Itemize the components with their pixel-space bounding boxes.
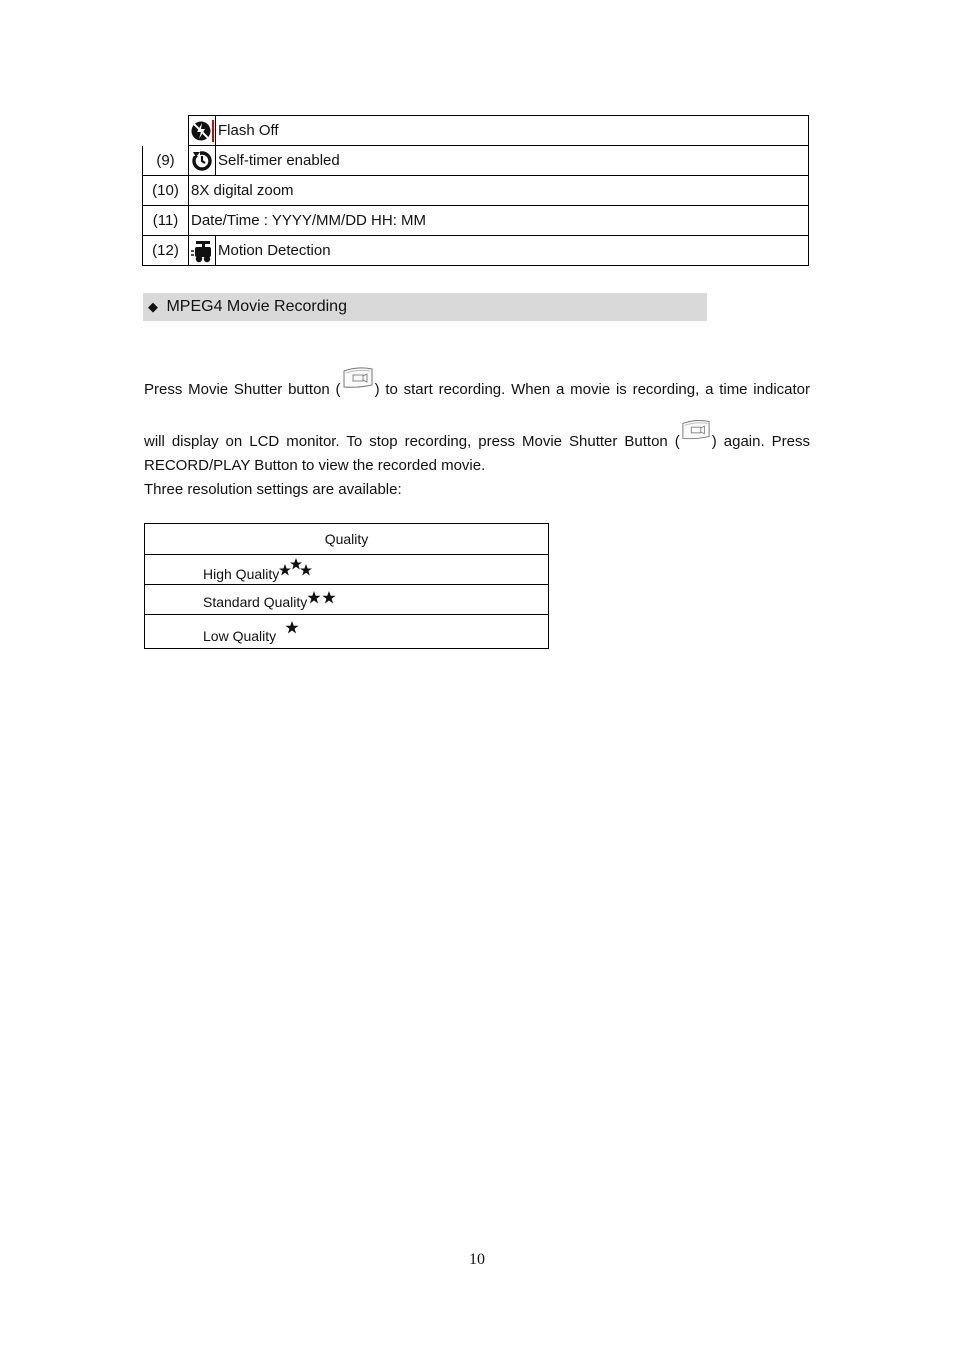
table-row [145,615,549,649]
movie-shutter-button-icon [342,366,374,394]
diamond-bullet-icon: ◆ [148,299,158,314]
row-number: (11) [143,206,189,236]
quality-cell [145,585,549,615]
motion-detection-icon [189,236,216,266]
section-heading [143,293,707,321]
quality-label: High Quality [203,565,280,582]
paragraph-line: RECORD/PLAY Button to view the recorded movie. [144,457,486,474]
table-row [143,176,809,206]
movie-shutter-button-icon [681,418,711,446]
row-label: Flash Off [216,116,809,146]
row-number: (10) [143,176,189,206]
row-label: 8X digital zoom [189,176,809,206]
paragraph-line [144,418,810,450]
table-row [143,146,809,176]
self-timer-icon [189,146,216,176]
star-icon [307,590,337,609]
paragraph-line [144,366,810,398]
row-label: Motion Detection [216,236,809,266]
row-number [143,116,189,146]
table-row [145,555,549,585]
section-title: MPEG4 Movie Recording [166,298,347,315]
row-number: (12) [143,236,189,266]
quality-table [144,523,549,649]
table-row [143,236,809,266]
star-icon [279,558,313,581]
text-span: Press Movie Shutter button ( [144,381,341,398]
table-row [145,585,549,615]
row-number: (9) [143,146,189,176]
star-icon [284,620,300,639]
quality-header: Quality [145,524,549,555]
quality-cell [145,615,549,649]
row-label: Self-timer enabled [216,146,809,176]
flash-off-icon [189,116,216,146]
table-row [143,116,809,146]
table-row [143,206,809,236]
quality-cell [145,555,549,585]
page-number: 10 [469,1251,485,1268]
text-span: ) to start recording. When a movie is recording, a time indicator [374,381,811,398]
body-paragraph [144,352,810,502]
row-label: Date/Time : YYYY/MM/DD HH: MM [189,206,809,236]
quality-label: Low Quality [203,627,277,644]
text-span: ) again. Press [711,433,810,450]
quality-label: Standard Quality [203,593,308,610]
icon-legend-table [142,115,809,266]
table-header-row [145,524,549,555]
paragraph-line: Three resolution settings are available: [144,481,402,498]
text-span: will display on LCD monitor. To stop recording, press Movie Shutter Button ( [144,433,680,450]
